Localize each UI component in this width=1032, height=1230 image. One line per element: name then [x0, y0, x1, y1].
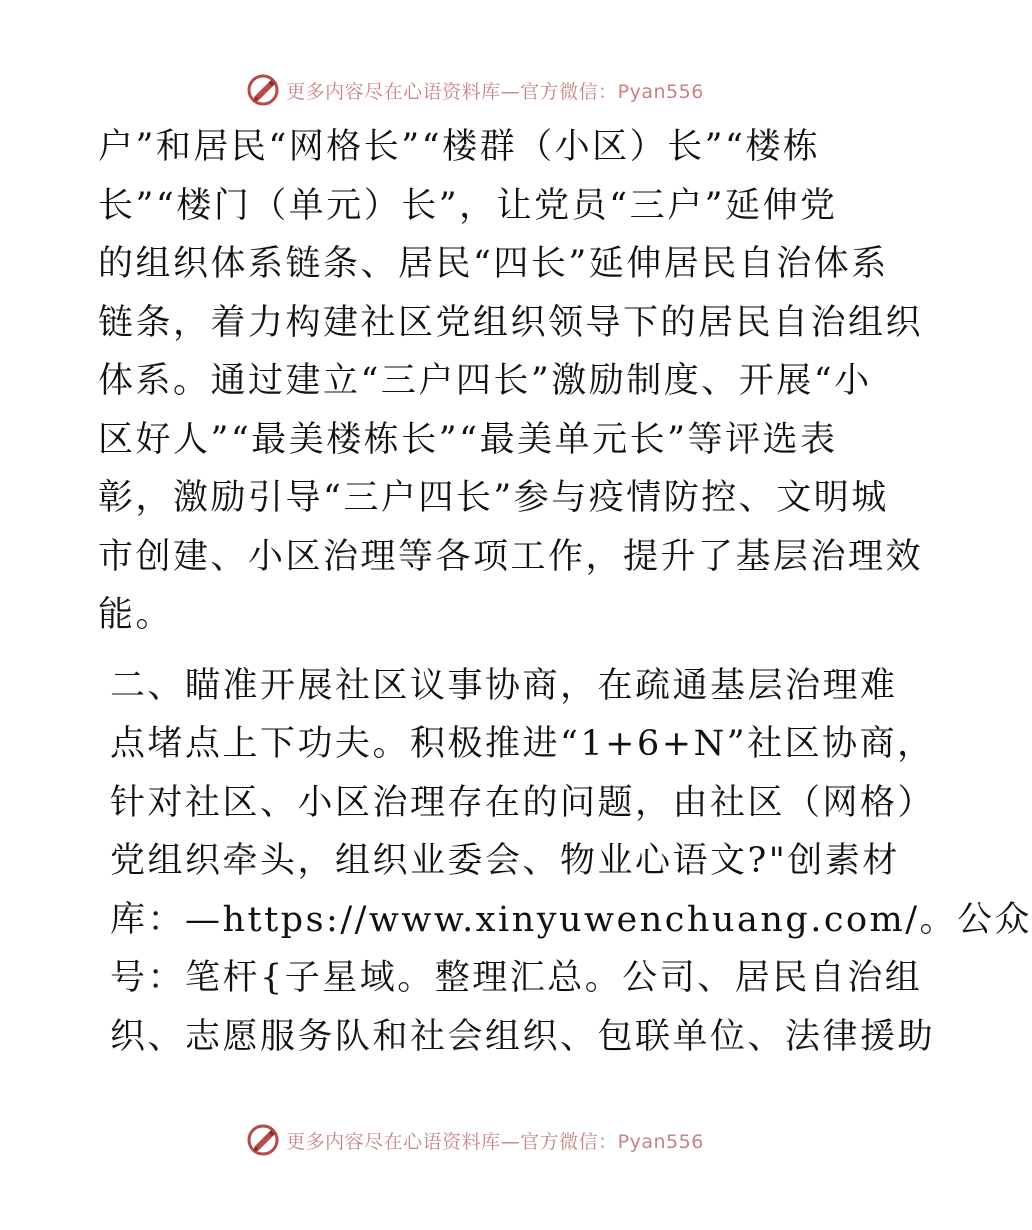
footer-banner [0, 1120, 950, 1160]
pen-seal-logo-icon [246, 73, 280, 107]
text-line: 长”“楼门（单元）长”，让党员“三户”延伸党 [98, 185, 838, 226]
text-line: 点堵点上下功夫。积极推进“1+6+N”社区协商， [110, 724, 935, 764]
pen-seal-logo-icon [246, 1123, 280, 1157]
text-line: 彰，激励引导“三户四长”参与疫情防控、文明城 [98, 478, 889, 518]
header-banner [0, 70, 950, 110]
document-body [98, 118, 1032, 1066]
text-line: 二、瞄准开展社区议事协商，在疏通基层治理难 [110, 665, 898, 706]
text-line: 区好人”“最美楼栋长”“最美单元长”等评选表 [98, 419, 838, 460]
text-line: 户”和居民“网格长”“楼群（小区）长”“楼栋 [98, 127, 821, 167]
paragraph-2 [98, 657, 1032, 1067]
paragraph-1 [98, 118, 924, 645]
text-line: 号：笔杆{子星域。整理汇总。公司、居民自治组 [110, 958, 923, 998]
text-line: 织、志愿服务队和社会组织、包联单位、法律援助 [110, 1016, 936, 1057]
text-line: 能。 [98, 595, 174, 635]
text-line: 市创建、小区治理等各项工作，提升了基层治理效 [98, 536, 924, 577]
footer-banner-text: 更多内容尽在心语资料库—官方微信：Pyan556 [286, 1130, 704, 1153]
header-banner-text: 更多内容尽在心语资料库—官方微信：Pyan556 [286, 80, 704, 103]
text-line: 体系。通过建立“三户四长”激励制度、开展“小 [98, 361, 872, 401]
text-line: 针对社区、小区治理存在的问题，由社区（网格） [110, 782, 936, 823]
text-line: 库：—https://www.xinyuwenchuang.com/。公众 [110, 899, 1032, 940]
text-line: 链条，着力构建社区党组织领导下的居民自治组织 [98, 302, 924, 343]
text-line: 的组织体系链条、居民“四长”延伸居民自治体系 [98, 244, 889, 284]
text-line: 党组织牵头，组织业委会、物业心语文?"创素材 [110, 841, 900, 881]
